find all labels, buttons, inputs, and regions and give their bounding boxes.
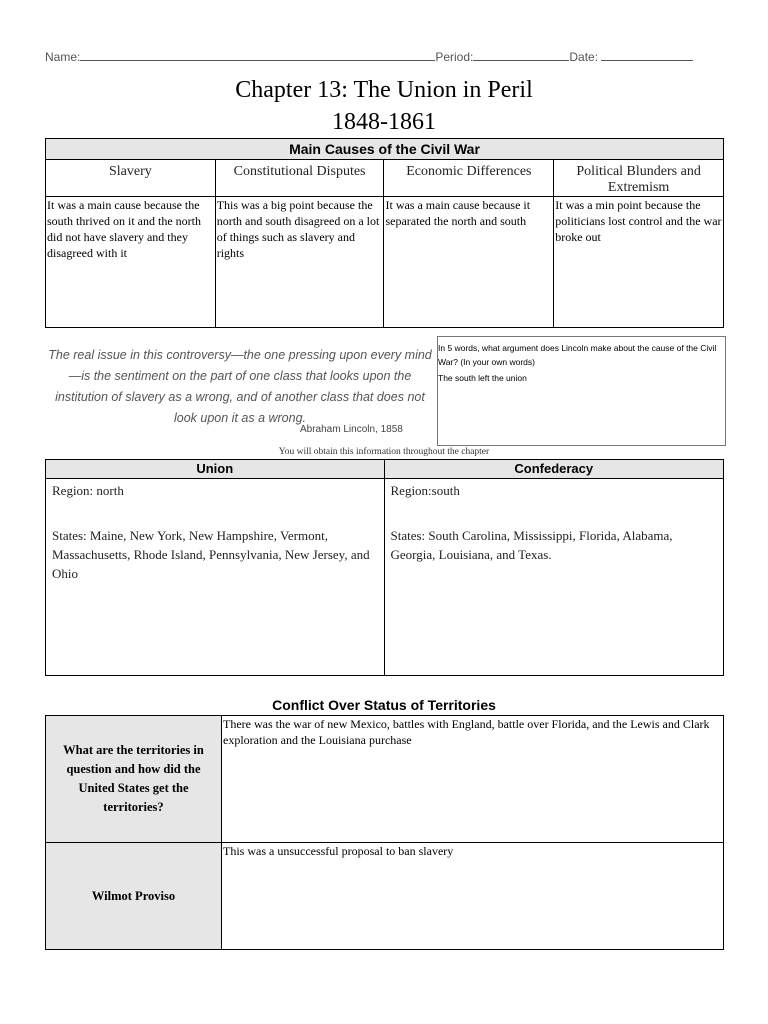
territories-table (45, 715, 724, 950)
date-label: Date: (569, 50, 599, 64)
confederacy-info-cell[interactable] (384, 479, 724, 676)
union-heading: Union (46, 460, 385, 479)
territories-answer[interactable]: There was the war of new Mexico, battles with England, battle over Florida, and the Lewis and Clark exploration and the Louisiana purchase (222, 716, 724, 843)
cause-heading-constitutional: Constitutional Disputes (215, 160, 384, 197)
union-states: States: Maine, New York, New Hampshire, Vermont, Massachusetts, Rhode Island, Pennsylvania, New Jersey, and Ohio (52, 528, 370, 581)
name-field[interactable] (80, 48, 435, 61)
union-confederacy-table (45, 459, 724, 676)
cause-heading-economic: Economic Differences (384, 160, 554, 197)
territories-title: Conflict Over Status of Territories (272, 697, 496, 713)
date-field[interactable] (601, 48, 693, 61)
cause-answer-political[interactable]: It was a min point because the politicians lost control and the war broke out (554, 197, 724, 328)
confederacy-heading: Confederacy (384, 460, 724, 479)
lincoln-quote: The real issue in this controversy—the one pressing upon every mind—is the sentiment on the part of one class that looks upon the institution of slavery as a wrong, and of another class that does not look upon it as a wrong. (48, 348, 432, 425)
cause-answer-economic[interactable]: It was a main cause because it separated the north and south (384, 197, 554, 328)
period-field[interactable] (473, 48, 569, 61)
cause-heading-slavery: Slavery (46, 160, 216, 197)
lincoln-question-box[interactable] (437, 336, 726, 446)
union-info-cell[interactable] (46, 479, 385, 676)
period-label: Period: (435, 50, 474, 64)
territories-question: What are the territories in question and how did the United States get the territories? (46, 716, 222, 843)
confederacy-region: Region:south (390, 483, 460, 498)
cause-answer-constitutional[interactable]: This was a big point because the north and south disagreed on a lot of things such as slavery and rights (215, 197, 384, 328)
lincoln-question-prompt: In 5 words, what argument does Lincoln make about the cause of the Civil War? (In your own words) (438, 343, 717, 367)
page-title: Chapter 13: The Union in Peril (235, 77, 533, 103)
cause-heading-political: Political Blunders and Extremism (554, 160, 724, 197)
causes-table (45, 138, 724, 328)
wilmot-proviso-answer[interactable]: This was a unsuccessful proposal to ban slavery (222, 843, 724, 950)
page-subtitle-years: 1848-1861 (332, 109, 436, 135)
lincoln-question-answer[interactable]: The south left the union (438, 373, 527, 383)
wilmot-proviso-label: Wilmot Proviso (46, 843, 222, 950)
union-region: Region: north (52, 483, 124, 498)
name-label: Name: (45, 50, 81, 64)
quote-author: Abraham Lincoln, 1858 (300, 424, 403, 435)
chapter-note: You will obtain this information throughout the chapter (278, 447, 490, 457)
cause-answer-slavery[interactable]: It was a main cause because the south thrived on it and the north did not have slavery and they disagreed with it (46, 197, 216, 328)
causes-table-title: Main Causes of the Civil War (46, 139, 724, 160)
confederacy-states: States: South Carolina, Mississippi, Florida, Alabama, Georgia, Louisiana, and Texas. (390, 528, 673, 562)
student-info-line (45, 48, 725, 68)
